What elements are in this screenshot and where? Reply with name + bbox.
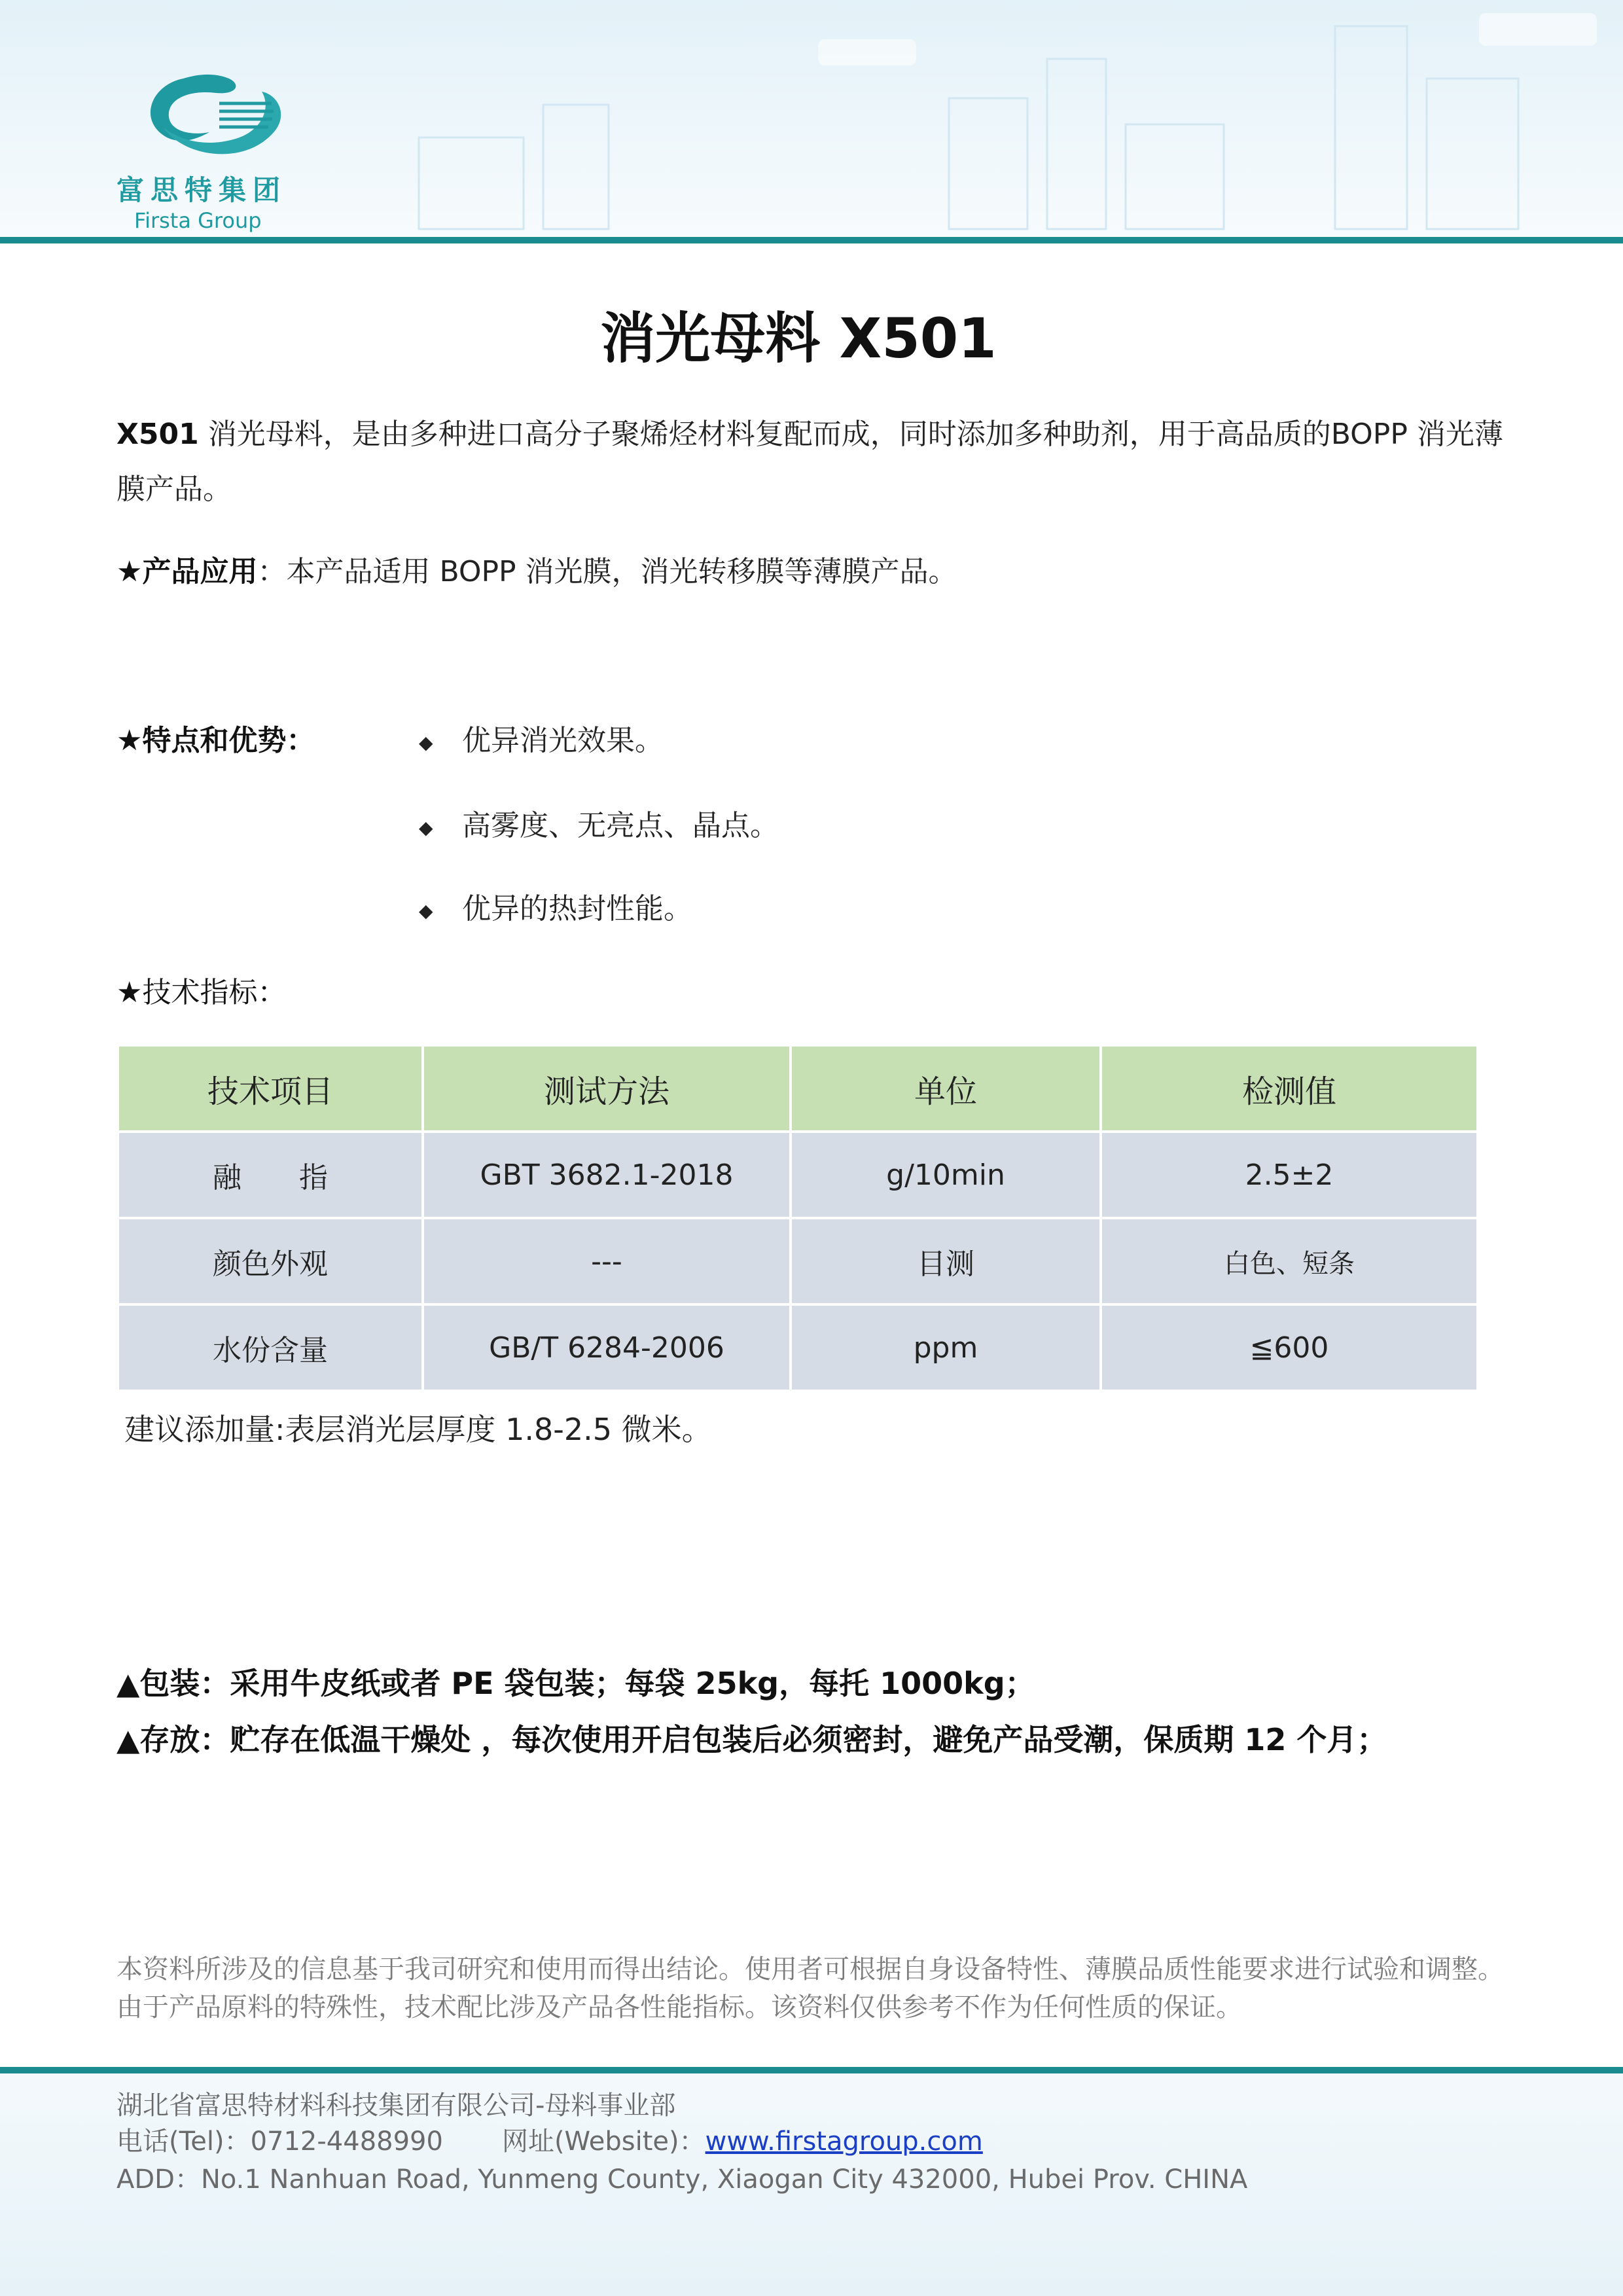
table-cell: GBT 3682.1-2018 [423,1132,791,1218]
feature-item [419,717,664,759]
footer-contact [116,2121,983,2158]
application-label: ★产品应用 [116,555,258,588]
intro-product-code: X501 [116,418,199,451]
table-cell: 水份含量 [118,1304,423,1391]
table-cell: 融 指 [118,1132,423,1218]
footer-address: ADD：No.1 Nanhuan Road, Yunmeng County, Xiaogan City 432000, Hubei Prov. CHINA [116,2164,1248,2195]
page-title: 消光母料 X501 [600,306,997,370]
features-label: ★特点和优势： [116,724,315,757]
application-paragraph [116,545,1504,600]
packaging-note: ▲包装：采用牛皮纸或者 PE 袋包装；每袋 25kg，每托 1000kg； [116,1666,1035,1701]
disclaimer: 本资料所涉及的信息基于我司研究和使用而得出结论。使用者可根据自身设备特性、薄膜品质性能要求进行试验和调整。由于产品原料的特殊性，技术配比涉及产品各性能指标。该资料仅供参考不作为任何性质的保证。 [116,1954,1504,2022]
dosage-note: 建议添加量:表层消光层厚度 1.8-2.5 微米。 [124,1412,712,1447]
table-cell: GB/T 6284-2006 [423,1304,791,1391]
footer-website-link[interactable]: www.firstagroup.com [705,2126,983,2157]
brand-name-cn: 富思特集团 [116,174,287,206]
diamond-bullet-icon: ◆ [419,731,433,753]
column-header: 技术项目 [118,1045,423,1132]
table-cell: ≦600 [1101,1304,1478,1391]
feature-item [419,802,779,844]
column-header: 单位 [791,1045,1101,1132]
diamond-bullet-icon: ◆ [419,816,433,838]
table-cell: ppm [791,1304,1101,1391]
table-row [118,1218,1478,1304]
table-row [118,1304,1478,1391]
feature-text: 优异消光效果。 [462,724,664,757]
feature-text: 高雾度、无亮点、晶点。 [462,809,779,842]
table-cell: --- [423,1218,791,1304]
table-row [118,1132,1478,1218]
page-header [0,0,1623,241]
footer-tel: 电话(Tel)：0712-4488990 [116,2126,443,2157]
feature-item [419,885,692,927]
table-cell: 颜色外观 [118,1218,423,1304]
intro-paragraph [116,407,1504,517]
table-cell: 2.5±2 [1101,1132,1478,1218]
application-text: ：本产品适用 BOPP 消光膜，消光转移膜等薄膜产品。 [257,555,957,588]
diamond-bullet-icon: ◆ [419,899,433,922]
storage-note: ▲存放：贮存在低温干燥处 ，每次使用开启包装后必须密封，避免产品受潮，保质期 12 个月； [116,1722,1387,1757]
table-cell: g/10min [791,1132,1101,1218]
header-divider [0,237,1623,243]
table-cell: 目测 [791,1218,1101,1304]
spec-table [116,1044,1479,1392]
footer-divider [0,2067,1623,2073]
spec-label: ★技术指标： [116,976,287,1009]
table-header-row [118,1045,1478,1132]
column-header: 测试方法 [423,1045,791,1132]
firsta-logo-icon [137,59,294,170]
table-cell: 白色、短条 [1101,1218,1478,1304]
column-header: 检测值 [1101,1045,1478,1132]
footer-company: 湖北省富思特材料科技集团有限公司-母料事业部 [116,2090,676,2121]
footer-web-label: 网址(Website)： [501,2126,705,2157]
intro-text: 消光母料，是由多种进口高分子聚烯烃材料复配而成，同时添加多种助剂，用于高品质的BOPP 消光薄膜产品。 [116,418,1503,506]
brand-name-en: Firsta Group [134,208,262,233]
feature-text: 优异的热封性能。 [462,892,692,925]
